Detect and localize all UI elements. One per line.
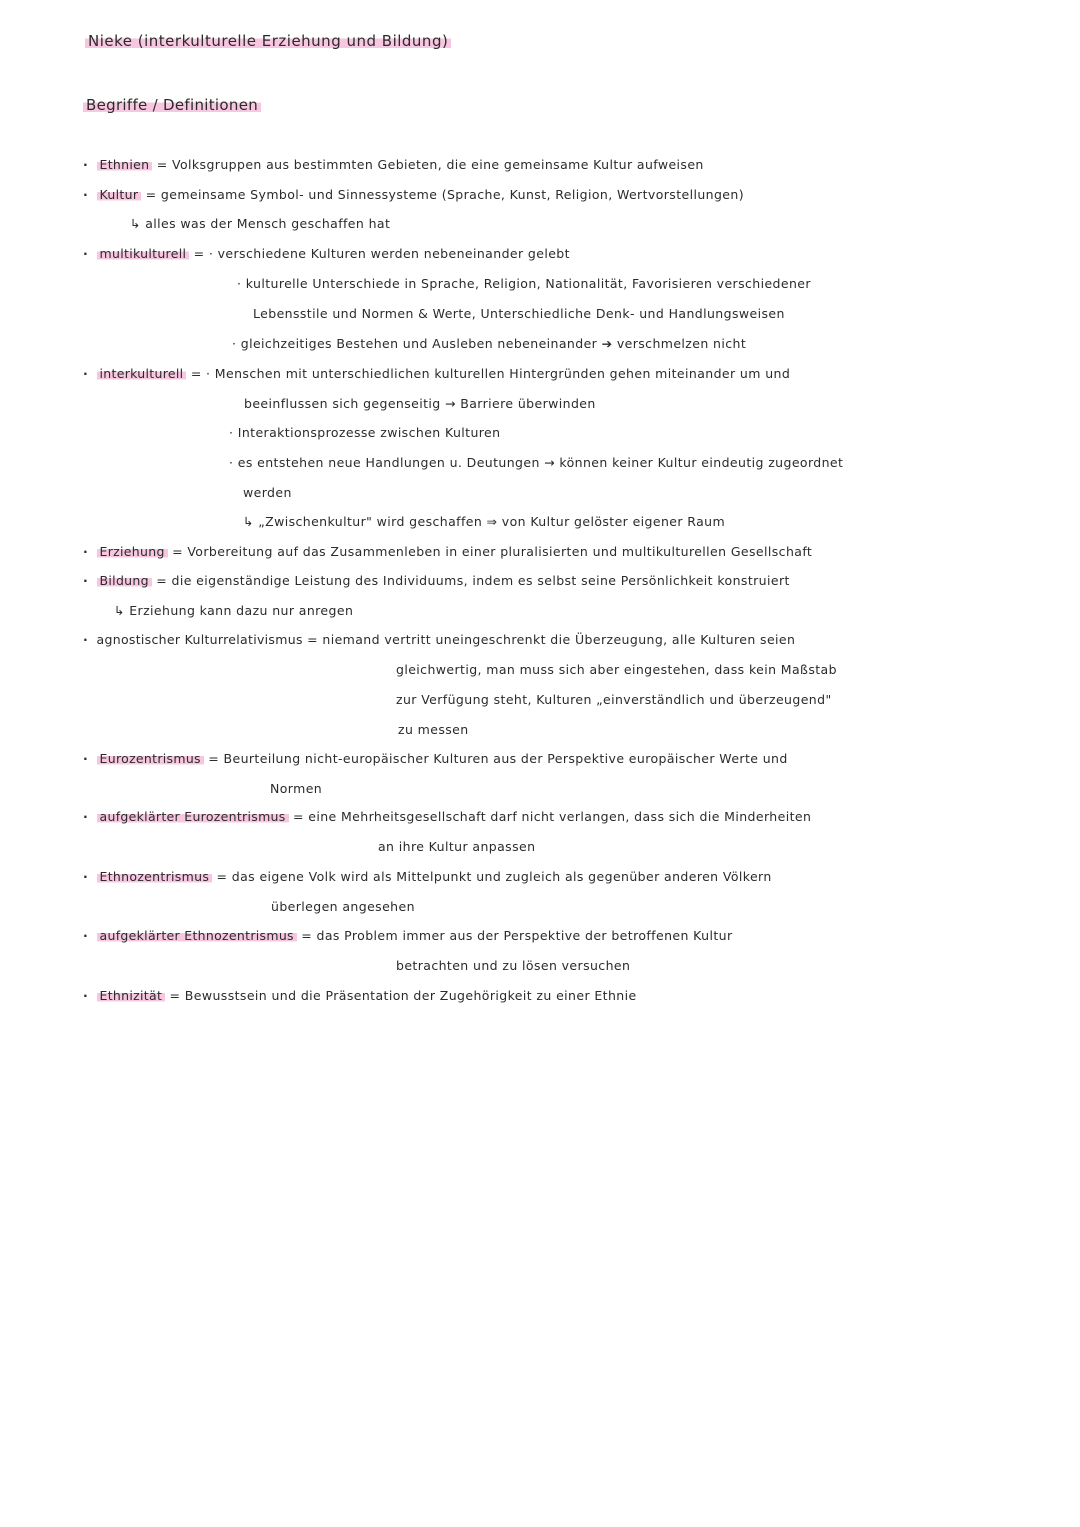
list-item [232,336,746,351]
term-kultur: Kultur [97,187,142,202]
term-ethnien: Ethnien [97,157,153,172]
term-ethnozentrismus: Ethnozentrismus [97,869,213,884]
list-item-text: · kulturelle Unterschiede in Sprache, Religion, Nationalität, Favorisieren verschiedener [237,276,811,291]
definition-kulturrelativismus [83,632,795,647]
term-aufgeklaerter-eurozentrismus: aufgeklärter Eurozentrismus [97,809,289,824]
term-ethnizitaet: Ethnizität [97,988,166,1003]
definition-text: = das eigene Volk wird als Mittelpunkt und zugleich als gegenüber anderen Völkern [216,869,772,884]
list-item-text: zur Verfügung steht, Kulturen „einverständlich und überzeugend" [396,692,832,707]
definition-text: = das Problem immer aus der Perspektive der betroffenen Kultur [301,928,733,943]
subnote-text: ↳ alles was der Mensch geschaffen hat [130,216,391,231]
list-item [396,662,837,677]
page-title-text: Nieke (interkulturelle Erziehung und Bildung) [85,32,451,50]
list-item-text: · es entstehen neue Handlungen u. Deutungen → können keiner Kultur eindeutig zugeordnet [229,455,844,470]
term-kulturrelativismus: agnostischer Kulturrelativismus [96,632,303,647]
definition-eurozentrismus [83,751,788,766]
list-item-text: an ihre Kultur anpassen [378,839,536,854]
term-eurozentrismus: Eurozentrismus [97,751,204,766]
subnote-kultur [130,216,390,231]
list-item-text: Normen [270,781,323,796]
definition-kultur [83,187,744,202]
page-title [85,32,451,50]
definition-text: = Bewusstsein und die Präsentation der Zugehörigkeit zu einer Ethnie [169,988,637,1003]
definition-ethnien [83,157,704,172]
term-multikulturell: multikulturell [97,246,190,261]
list-item [396,692,832,707]
definition-ethnozentrismus [83,869,772,884]
list-item-text: gleichwertig, man muss sich aber eingestehen, dass kein Maßstab [396,662,837,677]
list-item-text: werden [243,485,292,500]
definition-text: = eine Mehrheitsgesellschaft darf nicht verlangen, dass sich die Minderheiten [292,809,812,824]
list-item [396,958,630,973]
list-item-text: Lebensstile und Normen & Werte, Unterschiedliche Denk- und Handlungsweisen [253,306,785,321]
term-aufgeklaerter-ethnozentrismus: aufgeklärter Ethnozentrismus [97,928,297,943]
definition-aufgeklaerter-eurozentrismus [83,809,811,824]
list-item-text: beeinflussen sich gegenseitig → Barriere überwinden [244,396,596,411]
list-item-text: ↳ „Zwischenkultur" wird geschaffen ⇒ von Kultur gelöster eigener Raum [243,514,726,529]
list-item [243,514,725,529]
list-item [398,722,469,737]
section-heading [83,96,261,114]
definition-text: = gemeinsame Symbol- und Sinnessysteme (Sprache, Kunst, Religion, Wertvorstellungen) [145,187,744,202]
definition-text: = Volksgruppen aus bestimmten Gebieten, die eine gemeinsame Kultur aufweisen [156,157,704,172]
definition-text: = Vorbereitung auf das Zusammenleben in einer pluralisierten und multikulturellen Gesellschaft [172,544,813,559]
subnote-bildung [114,603,353,618]
definition-bildung [83,573,790,588]
list-item-text: · gleichzeitiges Bestehen und Ausleben nebeneinander ➔ verschmelzen nicht [232,336,747,351]
list-item-text: betrachten und zu lösen versuchen [396,958,631,973]
subnote-text: ↳ Erziehung kann dazu nur anregen [114,603,354,618]
definition-text: = die eigenständige Leistung des Individuums, indem es selbst seine Persönlichkeit konstruiert [156,573,790,588]
list-item [253,306,785,321]
definition-text: = · verschiedene Kulturen werden nebeneinander gelebt [193,246,570,261]
term-bildung: Bildung [97,573,152,588]
list-item [229,455,843,470]
list-item [229,425,500,440]
definition-text: = · Menschen mit unterschiedlichen kulturellen Hintergründen gehen miteinander um und [190,366,791,381]
list-item-text: · Interaktionsprozesse zwischen Kulturen [229,425,501,440]
list-item-text: zu messen [398,722,469,737]
term-erziehung: Erziehung [97,544,168,559]
definition-ethnizitaet [83,988,637,1003]
list-item [243,485,292,500]
list-item [270,781,322,796]
list-item [271,899,415,914]
definition-interkulturell [83,366,790,381]
list-item [378,839,535,854]
section-heading-text: Begriffe / Definitionen [83,96,261,114]
list-item [237,276,811,291]
definition-multikulturell [83,246,570,261]
term-interkulturell: interkulturell [97,366,187,381]
list-item [244,396,596,411]
definition-erziehung [83,544,812,559]
list-item-text: überlegen angesehen [271,899,415,914]
definition-text: = niemand vertritt uneingeschrenkt die Überzeugung, alle Kulturen seien [307,632,796,647]
definition-text: = Beurteilung nicht-europäischer Kulturen aus der Perspektive europäischer Werte und [208,751,788,766]
definition-aufgeklaerter-ethnozentrismus [83,928,733,943]
